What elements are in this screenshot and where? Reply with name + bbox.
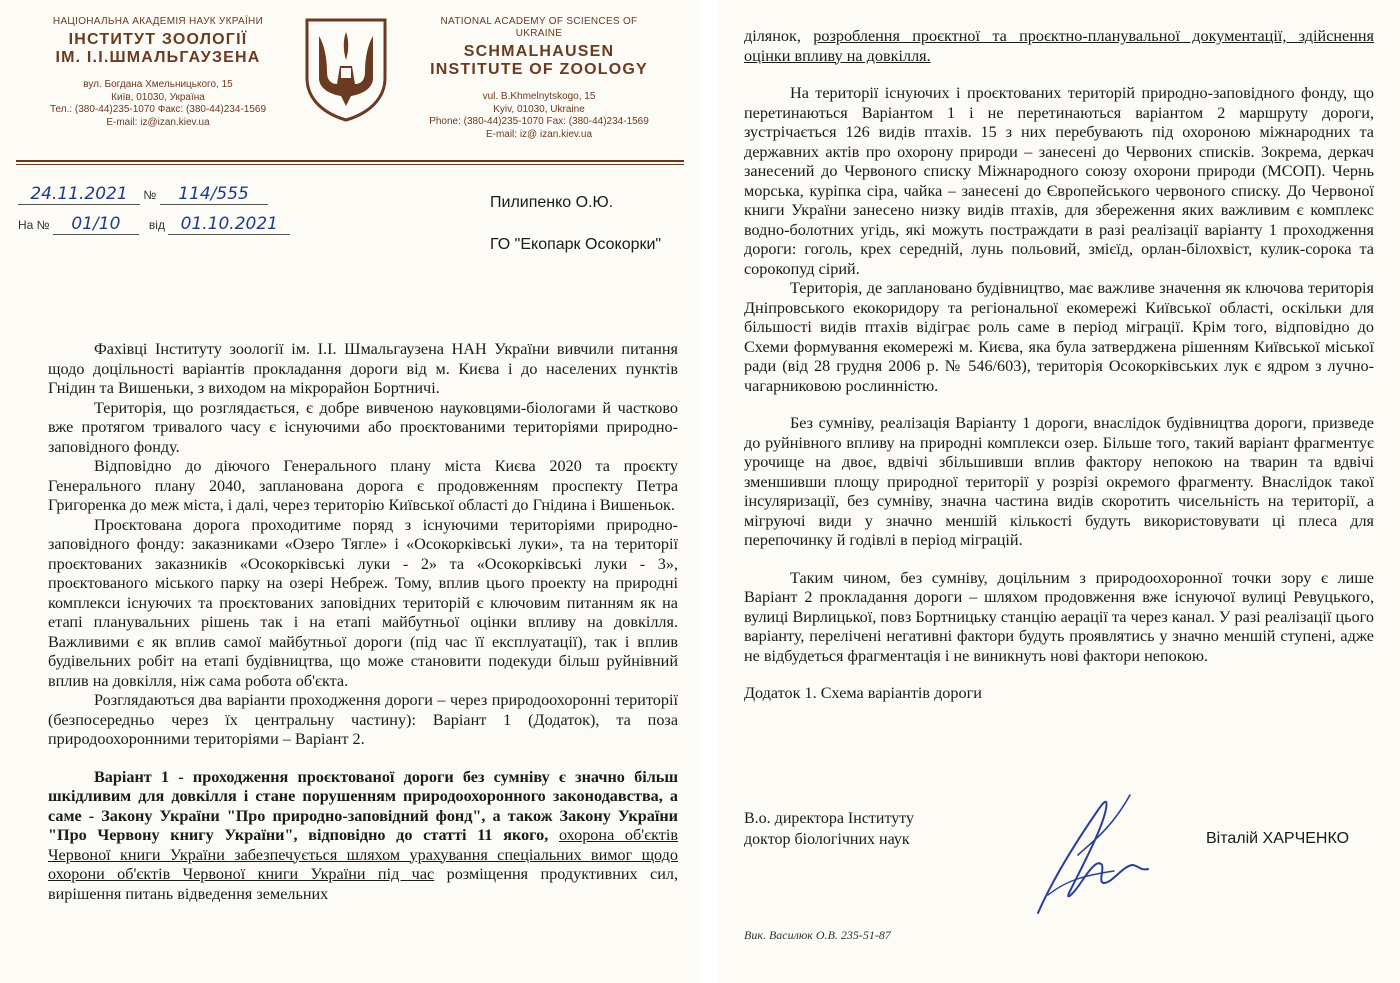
paragraph: Без сумніву, реалізація Варіанту 1 дороги, внаслідок будівництва дороги, призведе до руйнівного впливу на природні комплекси озер. Більше того, такий варіант фрагментує урочище на двоє, вдвічі збільшивши вплив фактору непокою на тварин та вдвічі зменшивши площу природної території у розрізі окремого фрагменту. Внаслідок такої інсуляризації, без сумніву, значна частина видів скоротить чисельність на території, а мігруючі види у значно меншій кількості будуть використовувати ці плеса для перепочинку й годівлі в період міграцій. xyxy=(744,414,1374,549)
red-book-law-quote: охорона об'єктів Червоної книги України забезпечується шляхом урахування спеціальних вимог щодо охорони об'єктів Червоної книги України під час xyxy=(48,826,678,883)
institute-name-ua-line1: ІНСТИТУТ ЗООЛОГІЇ xyxy=(68,31,248,48)
paragraph: Таким чином, без сумніву, доцільним з природоохоронної точки зору є лише Варіант 2 прокладання дороги – шляхом продовження вже існуючої вулиці Ревуцького, вулиці Вирлицької, повз Бортницьку станцію аерації та через канал. У разі реалізації цього варіанту, перелічені негативні фактори будуть проявлятись у значно меншій ступені, адже не відбудеться фрагментація і не виникнуть нові фактори непокою. xyxy=(744,568,1374,665)
institute-name-ua-line2: ІМ. І.І.ШМАЛЬГАУЗЕНА xyxy=(55,49,261,66)
executor-note: Вик. Василюк О.В. 235-51-87 xyxy=(744,928,891,942)
phone-en: Phone: (380-44)235-1070 Fax: (380-44)234-1569 xyxy=(429,116,649,127)
continued-text: ділянок, xyxy=(744,27,801,45)
letterhead-divider-thin xyxy=(16,164,684,165)
email-ua: E-mail: iz@izan.kiev.ua xyxy=(106,116,210,128)
reference-date-label: від xyxy=(148,218,165,232)
trident-coat-of-arms-icon xyxy=(303,16,389,122)
city-en: Kyiv, 01030, Ukraine xyxy=(493,103,585,115)
signatory-title-line1: В.о. директора Інституту xyxy=(744,810,915,827)
signatory-title-line2: доктор біологічних наук xyxy=(744,831,910,848)
paragraph: Фахівці Інституту зоології ім. І.І. Шмальгаузена НАН України вивчили питання щодо доцільності варіантів прокладання дороги від м. Києва і до населених пунктів Гнідин та Вишеньки, з виходом на мікрорайон Бортничі. xyxy=(48,340,678,397)
address-ua: вул. Богдана Хмельницького, 15 xyxy=(83,79,233,90)
letterhead-english xyxy=(398,16,680,141)
paragraph: Територія, що розглядається, є добре вивченою науковцями-біологами й частково вже протягом тривалого часу є існуючими або проєктованими територіями природно-заповідного фонду. xyxy=(48,398,678,456)
variant-1-paragraph xyxy=(48,768,678,905)
paragraph: Розглядаються два варіанти проходження дороги – через природоохоронні території (безпосередньо через їх центральну частину): Варіант 1 (Додаток), та поза природоохоронними територіями – Варіант 2. xyxy=(48,691,678,748)
city-ua: Київ, 01030, Україна xyxy=(111,91,205,103)
signatory-name: Віталій ХАРЧЕНКО xyxy=(1206,830,1350,847)
address-en: vul. B.Khmelnytskogo, 15 xyxy=(482,91,596,102)
outgoing-number: 114/555 xyxy=(160,184,268,205)
academy-name-ua: НАЦІОНАЛЬНА АКАДЕМІЯ НАУК УКРАЇНИ xyxy=(52,16,264,27)
continued-paragraph xyxy=(744,27,1374,66)
paragraph: На території існуючих і проєктованих територій природно-заповідного фонду, що перетинаються Варіантом 1 і не перетинаються варіантом 2 маршруту дороги, зустрічається 126 видів птахів. 15 з них перебувають під охороною міжнародних та державних актів про охорону природи – занесені до Червоних списків. Зокрема, деркач занесений до Червоного списку Міжнародного союзу охорони природи (МСОП). Чернь морська, куріпка сіра, чайка – занесені до Європейського червоного списку. До Червоної книги України занесено низку видів птахів, для збереження яких важливим є комплекс водно-болотних угідь, які можуть постраждати в разі реалізації варіанту 1 проходження дороги: гоголь, крех середній, лунь польовий, змієїд, орлан-білохвіст, кулик-сорока та сорокопуд сірий. xyxy=(744,84,1374,278)
reference-number: 01/10 xyxy=(53,214,139,235)
recipient-organization: ГО "Екопарк Осокорки" xyxy=(490,236,662,253)
paragraph: Проєктована дорога проходитиме поряд з існуючими територіями природно-заповідного фонду: заказниками «Озеро Тягле» і «Осокорківські луки», та на території проєктованих заказників «Осокорківські луки - 2» та «Осокорківські луки - 3», проєктованого міського парку на озері Небреж. Тому, вплив цього проекту на природні комплекси існуючих та проєктованих заповідних територій є ключовим питанням як на етапі планувальних рішень так і на етапі майбутньої оцінки впливу на довкілля. Важливими є як вплив самої майбутньої дороги (під час її експлуатації), так і вплив будівельних робіт на етапі будівництва, що може становити подекуди більш руйнівний вплив на довкілля, ніж сама робота об'єкта. xyxy=(48,515,678,690)
variant-1-bold-text: Варіант 1 - проходження проєктованої дороги без сумніву є значно більш шкідливим для довкілля і стане порушенням природоохоронного законодавства, а саме - Закону України "Про природно-заповідний фонд", а також Закону України "Про Червону книгу України", відповідно до статті 11 якого, xyxy=(48,767,678,844)
letter-body-page-2 xyxy=(744,27,1374,704)
letterhead-ukrainian xyxy=(20,16,296,129)
reference-date: 01.10.2021 xyxy=(168,214,290,235)
signatory-title xyxy=(744,808,914,850)
letter-page-2 xyxy=(718,0,1400,983)
outgoing-registration xyxy=(18,184,268,205)
institute-name-en-line1: SCHMALHAUSEN xyxy=(463,43,615,60)
institute-name-en-line2: INSTITUTE OF ZOOLOGY xyxy=(430,61,648,78)
page-gap xyxy=(700,0,718,983)
number-label: № xyxy=(143,188,157,202)
letterhead-divider xyxy=(16,160,684,162)
incoming-reference xyxy=(18,214,290,235)
academy-name-en: NATIONAL ACADEMY OF SCIENCES OF UKRAINE xyxy=(440,16,638,39)
phone-ua: Тел.: (380-44)235-1070 Факс: (380-44)234-1569 xyxy=(49,104,267,115)
handwritten-signature-icon xyxy=(1018,785,1168,925)
reference-label: На № xyxy=(18,218,50,232)
email-en: E-mail: iz@ izan.kiev.ua xyxy=(485,128,593,140)
appendix-reference: Додаток 1. Схема варіантів дороги xyxy=(744,684,982,702)
recipient-name: Пилипенко О.Ю. xyxy=(490,194,614,211)
outgoing-date: 24.11.2021 xyxy=(18,184,140,205)
paragraph-continuation: розміщення продуктивних сил, вирішення питань відведення земельних xyxy=(48,865,679,903)
paragraph: Відповідно до діючого Генерального плану міста Києва 2020 та проєкту Генерального плану 2040, запланована дорога є продовженням проспекту Петра Григоренка до меж міста, і далі, через територію Київської області до Гнідина і Вишеньок. xyxy=(48,457,678,514)
letter-body-page-1 xyxy=(48,340,678,904)
continued-underlined-text: розроблення проєктної та проєктно-планувальної документації, здійснення оцінки впливу на довкілля. xyxy=(744,27,1374,65)
paragraph: Територія, де заплановано будівництво, має важливе значення як ключова територія Дніпровського екокоридору та регіональної екомережі Київської області, оскільки для більшості видів птахів відіграє роль саме в період міграції. Крім того, відповідно до Схеми формування екомережі м. Києва, яка була затверджена рішенням Київської міської ради (від 28 грудня 2006 р. № 546/603), територія Осокорківських лук є ядром з лучно-чагарниковою рослинністю. xyxy=(744,279,1374,395)
